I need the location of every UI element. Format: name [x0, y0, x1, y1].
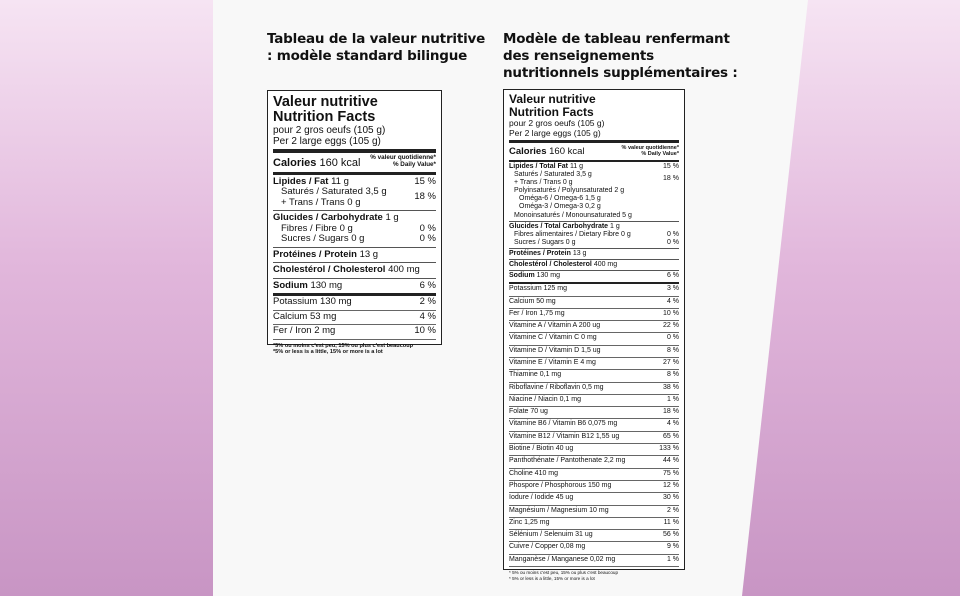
nutrient-row — [509, 530, 679, 542]
nutrient-dv: 1 % — [666, 395, 679, 403]
sugars-label: Sucres / Sugars — [281, 233, 349, 245]
footnote-fr: *5% ou moins c'est peu, 15% ou plus c'est beaucoup — [273, 342, 414, 349]
nutrient-row — [509, 444, 679, 456]
nutrient-text: Manganèse / Manganese 0,02 mg — [509, 555, 616, 563]
footnote — [509, 570, 679, 581]
nutrient-text: Fer / Iron 1,75 mg — [509, 309, 565, 317]
nutrient-dv: 8 % — [666, 371, 679, 379]
nutrient-text: Vitamine B12 / Vitamin B12 1,55 ug — [509, 432, 620, 440]
nutrient-text: Panthothénate / Pantothenate 2,2 mg — [509, 457, 626, 465]
fibre-value: 0 g — [339, 222, 353, 234]
nutrient-row — [509, 493, 679, 505]
nutrient-row — [509, 506, 679, 518]
sat-value: 3,5 g — [365, 186, 387, 198]
nutrient-row — [509, 542, 679, 554]
sugars-dv: 0 % — [419, 233, 436, 245]
nutrient-row — [509, 383, 679, 395]
sattrans-dv: 18 % — [663, 175, 679, 183]
chol-label: Cholestérol / Cholesterol — [273, 264, 386, 276]
nutrient-dv: 8 % — [666, 346, 679, 354]
calories-value: 160 kcal — [549, 146, 585, 157]
fat-value: 11 g — [331, 175, 349, 187]
chol-value: 400 mg — [388, 264, 420, 276]
nutrient-row — [509, 456, 679, 468]
nutrient-dv: 18 % — [663, 408, 679, 416]
saturated-row: Saturés / Saturated 3,5 g — [514, 171, 592, 179]
fibre-dv: 0 % — [419, 222, 436, 234]
mineral-value: 2 mg — [314, 325, 336, 337]
nutrient-text: Riboflavine / Riboflavin 0,5 mg — [509, 383, 604, 391]
fibre-text: Fibres alimentaires / Dietary Fibre 0 g — [514, 230, 631, 238]
mineral-value: 130 mg — [320, 296, 352, 308]
nutrient-text: Vitamine D / Vitamin D 1,5 ug — [509, 346, 601, 354]
nutrient-text: Biotine / Biotin 40 ug — [509, 445, 574, 453]
sat-label: Saturés / Saturated — [281, 186, 363, 198]
calories-value: 160 kcal — [319, 156, 361, 169]
carb-value: 1 g — [610, 222, 620, 230]
dv-header-fr: % valeur quotidienne* — [370, 154, 436, 161]
nutrient-dv: 1 % — [666, 555, 679, 563]
carb-block — [509, 221, 679, 247]
footnote-en: *5% or less is a little, 15% or more is a lot — [273, 349, 383, 356]
carb-value: 1 g — [385, 212, 399, 224]
protein-label: Protéines / Protein — [509, 249, 571, 257]
calories-label: Calories — [273, 156, 317, 169]
nutrient-dv: 56 % — [663, 531, 679, 539]
serving-en: Per 2 large eggs (105 g) — [273, 136, 381, 147]
nutrient-dv: 38 % — [663, 383, 679, 391]
dv-header-fr: % valeur quotidienne* — [621, 145, 679, 151]
nutrient-text: Sélénium / Selenuim 31 ug — [509, 531, 593, 539]
footnote-en: * 5% or less is a little, 15% or more is a lot — [509, 575, 595, 581]
nutrient-text: Magnésium / Magnesium 10 mg — [509, 506, 609, 514]
mineral-dv: 4 % — [419, 310, 436, 322]
chol-label: Cholestérol / Cholesterol — [509, 261, 592, 269]
fat-dv: 15 % — [663, 163, 679, 170]
nutrient-text: Cuivre / Copper 0,08 mg — [509, 543, 586, 551]
carb-block — [273, 210, 436, 245]
nutrient-row — [509, 469, 679, 481]
title-fr: Valeur nutritive — [273, 94, 378, 110]
nutrient-text: Vitamine C / Vitamin C 0 mg — [509, 334, 597, 342]
nutrient-dv: 3 % — [666, 285, 679, 293]
sodium-value: 130 mg — [536, 272, 560, 280]
nutrient-dv: 44 % — [663, 457, 679, 465]
omega3-row: Oméga-3 / Omega-3 0,2 g — [519, 203, 601, 211]
nutrient-text: Choline 410 mg — [509, 469, 559, 477]
mineral-label: Potassium — [273, 296, 318, 308]
nutrient-dv: 11 % — [663, 518, 679, 526]
trans-value: 0 g — [347, 196, 361, 208]
nutrient-dv: 4 % — [666, 420, 679, 428]
nutrient-dv: 22 % — [663, 322, 679, 330]
nutrients-list — [509, 284, 679, 567]
nutrient-row — [509, 370, 679, 382]
nutrient-row — [509, 432, 679, 444]
nutrient-row — [509, 419, 679, 431]
nutrient-row — [509, 333, 679, 345]
mineral-dv: 2 % — [419, 296, 436, 308]
serving-fr: pour 2 gros oeufs (105 g) — [273, 125, 386, 136]
mineral-value: 53 mg — [309, 310, 337, 322]
nutrient-text: Vitamine E / Vitamin E 4 mg — [509, 359, 596, 366]
nutrient-row — [509, 284, 679, 296]
sattrans-dv: 18 % — [414, 191, 436, 203]
nutrient-text: Vitamine B6 / Vitamin B6 0,075 mg — [509, 420, 618, 428]
nutrient-row — [509, 321, 679, 333]
fat-label: Lipides / Total Fat — [509, 163, 568, 170]
nutrient-dv: 65 % — [663, 432, 679, 440]
nutrient-text: Folate 70 ug — [509, 408, 548, 416]
trans-row: + Trans / Trans 0 g — [514, 179, 573, 187]
fat-dv: 15 % — [414, 175, 436, 187]
fat-block — [273, 175, 436, 209]
nutrient-row — [509, 395, 679, 407]
mineral-row — [273, 311, 436, 326]
poly-row: Polyinsaturés / Polyunsaturated 2 g — [514, 187, 625, 195]
supplementary-caption: Modèle de tableau renfermant des renseignements nutritionnels supplémentaires : — [503, 31, 738, 81]
sodium-label: Sodium — [509, 272, 535, 280]
footnote-fr: * 5% ou moins c'est peu, 15% ou plus c'est beaucoup — [509, 570, 619, 576]
protein-row — [273, 247, 436, 261]
standard-nutrition-label — [267, 90, 442, 356]
omega6-row: Oméga-6 / Omega-6 1,5 g — [519, 195, 601, 203]
nutrient-dv: 30 % — [663, 494, 679, 502]
nutrient-row — [509, 358, 679, 370]
nutrient-dv: 0 % — [666, 334, 679, 342]
sodium-value: 130 mg — [310, 279, 343, 291]
cholesterol-row — [273, 262, 436, 276]
fibre-label: Fibres / Fibre — [281, 222, 337, 234]
serving-en: Per 2 large eggs (105 g) — [509, 127, 601, 138]
fibre-dv: 0 % — [666, 230, 679, 238]
sugars-dv: 0 % — [666, 238, 679, 246]
serving-fr: pour 2 gros oeufs (105 g) — [509, 118, 605, 128]
nutrient-dv: 9 % — [666, 543, 679, 551]
nutrient-text: Zinc 1,25 mg — [509, 518, 550, 526]
trans-label: + Trans / Trans — [281, 196, 345, 208]
mineral-row — [273, 325, 436, 340]
sodium-row — [273, 278, 436, 292]
nutrient-dv: 2 % — [666, 506, 679, 514]
protein-value: 13 g — [572, 249, 587, 257]
dv-header-en: % Daily Value* — [392, 160, 436, 168]
nutrient-text: Phospore / Phosphorous 150 mg — [509, 481, 612, 489]
nutrient-text: Niacine / Niacin 0,1 mg — [509, 395, 581, 403]
sugars-value: 0 g — [351, 233, 365, 245]
nutrient-dv: 27 % — [663, 359, 679, 366]
standard-caption: Tableau de la valeur nutritive : modèle standard bilingue — [267, 31, 486, 64]
nutrient-text: Potassium 125 mg — [509, 285, 567, 293]
cholesterol-row — [509, 259, 679, 269]
title-en: Nutrition Facts — [273, 109, 376, 125]
nutrient-row — [509, 346, 679, 358]
mineral-dv: 10 % — [414, 325, 436, 337]
mineral-label: Fer / Iron — [273, 325, 312, 337]
sodium-dv: 6 % — [666, 272, 679, 280]
footnote — [273, 343, 436, 356]
nutrient-dv: 12 % — [663, 481, 679, 489]
nutrient-dv: 75 % — [663, 469, 679, 477]
title-fr: Valeur nutritive — [509, 92, 596, 106]
title-en: Nutrition Facts — [509, 105, 594, 119]
sodium-row — [509, 270, 679, 280]
calories-row — [509, 143, 679, 158]
nutrient-text: Calcium 50 mg — [509, 297, 556, 305]
protein-row — [509, 248, 679, 258]
sodium-dv: 6 % — [419, 279, 436, 291]
nutrient-row — [509, 297, 679, 309]
nutrient-row — [509, 481, 679, 493]
nutrient-row — [509, 555, 679, 567]
protein-label: Protéines / Protein — [273, 248, 357, 260]
calories-row — [273, 153, 436, 170]
nutrient-text: Vitamine A / Vitamin A 200 ug — [509, 322, 601, 330]
dv-header-en: % Daily Value* — [641, 151, 679, 157]
mineral-row — [273, 296, 436, 311]
fat-block — [509, 162, 679, 220]
mono-row: Monoinsaturés / Monounsaturated 5 g — [514, 211, 632, 219]
nutrient-dv: 10 % — [663, 309, 679, 317]
supplementary-nutrition-label — [503, 89, 685, 581]
protein-value: 13 g — [359, 248, 379, 260]
calories-label: Calories — [509, 146, 547, 157]
nutrient-text: Thiamine 0,1 mg — [509, 371, 562, 379]
chol-value: 400 mg — [593, 261, 618, 269]
mineral-label: Calcium — [273, 310, 308, 322]
minerals-list — [273, 296, 436, 340]
nutrient-text: Iodure / Iodide 45 ug — [509, 494, 574, 502]
nutrient-dv: 4 % — [666, 297, 679, 305]
fat-value: 11 g — [569, 163, 584, 170]
carb-label: Glucides / Total Carbohydrate — [509, 222, 609, 230]
sugars-text: Sucres / Sugars 0 g — [514, 238, 576, 246]
nutrient-row — [509, 518, 679, 530]
sodium-label: Sodium — [273, 279, 308, 291]
carb-label: Glucides / Carbohydrate — [273, 212, 383, 224]
nutrient-row — [509, 309, 679, 321]
nutrient-row — [509, 407, 679, 419]
fat-label: Lipides / Fat — [273, 175, 329, 187]
nutrient-dv: 133 % — [659, 445, 679, 453]
